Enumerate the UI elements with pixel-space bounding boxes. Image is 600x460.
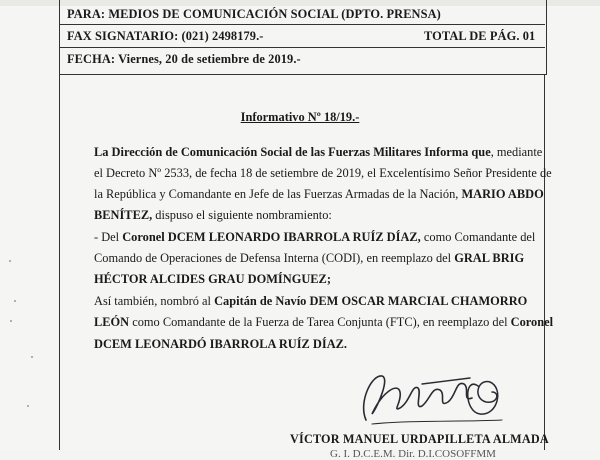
header-divider — [59, 24, 545, 25]
body-text-bold: GRAL BRIG — [454, 251, 525, 265]
body-text-bold: HÉCTOR ALCIDES GRAU DOMÍNGUEZ; — [94, 272, 331, 286]
body-text-bold: MARIO ABDO — [461, 187, 544, 201]
signatory-title: G. I. D.C.E.M. Dir. D.I.COSOFFMM — [330, 448, 496, 460]
scan-speck — [31, 356, 33, 358]
body-text: - Del — [94, 230, 123, 244]
date-line: FECHA: Viernes, 20 de setiembre de 2019.- — [67, 52, 301, 66]
body-border-right — [544, 74, 545, 450]
body-text-bold: La Dirección de Comunicación Social de las Fuerzas Militares Informa que — [94, 145, 491, 159]
scan-speck — [10, 320, 12, 322]
body-text-bold: BENÍTEZ, — [94, 208, 153, 222]
body-text: , mediante — [490, 145, 543, 159]
handwritten-signature — [352, 362, 522, 434]
body-line-7 — [94, 272, 331, 287]
body-text: Así también, nombró al — [94, 294, 215, 308]
body-line-5 — [94, 230, 535, 245]
signatory-name: VÍCTOR MANUEL URDAPILLETA ALMADA — [290, 432, 549, 446]
body-text: Comando de Operaciones de Defensa Interna (CODI), en reemplazo del — [94, 251, 455, 265]
body-text: como Comandante de la Fuerza de Tarea Conjunta (FTC), en reemplazo del — [129, 315, 511, 329]
body-line-6 — [94, 251, 524, 266]
body-text-bold: LEÓN — [94, 315, 130, 329]
body-text-bold: Coronel — [510, 315, 554, 329]
body-border-left — [59, 74, 60, 450]
body-line-3 — [94, 187, 544, 202]
document-title: Informativo Nº 18/19.- — [240, 110, 360, 124]
body-text-bold: Coronel DCEM LEONARDO IBARROLA RUÍZ DÍAZ, — [122, 230, 421, 244]
body-text-bold: Capitán de Navío DEM OSCAR MARCIAL CHAMORRO — [214, 294, 528, 308]
body-text: como Comandante del — [420, 230, 536, 244]
header-divider — [59, 47, 545, 48]
body-line-4 — [94, 208, 332, 223]
body-line-9 — [94, 315, 553, 330]
body-line-10 — [94, 337, 347, 352]
fax-line: FAX SIGNATARIO: (021) 2498179.- — [67, 29, 264, 43]
total-pages: TOTAL DE PÁG. 01 — [424, 29, 536, 43]
body-text: dispuso el siguiente nombramiento: — [152, 208, 332, 222]
scan-speck — [9, 260, 11, 262]
body-text: la República y Comandante en Jefe de las Fuerzas Armadas de la Nación, — [94, 187, 462, 201]
body-line-2 — [94, 166, 552, 181]
body-text-bold: DCEM LEONARDÓ IBARROLA RUÍZ DÍAZ. — [94, 337, 348, 351]
recipient-line: PARA: MEDIOS DE COMUNICACIÓN SOCIAL (DPTO. PRENSA) — [67, 7, 441, 21]
scan-speck — [27, 405, 29, 407]
body-line-8 — [94, 294, 527, 309]
body-line-1 — [94, 145, 542, 160]
body-text: el Decreto Nº 2533, de fecha 18 de setiembre de 2019, el Excelentísimo Señor Presidente de — [94, 166, 552, 180]
scan-speck — [14, 300, 16, 302]
